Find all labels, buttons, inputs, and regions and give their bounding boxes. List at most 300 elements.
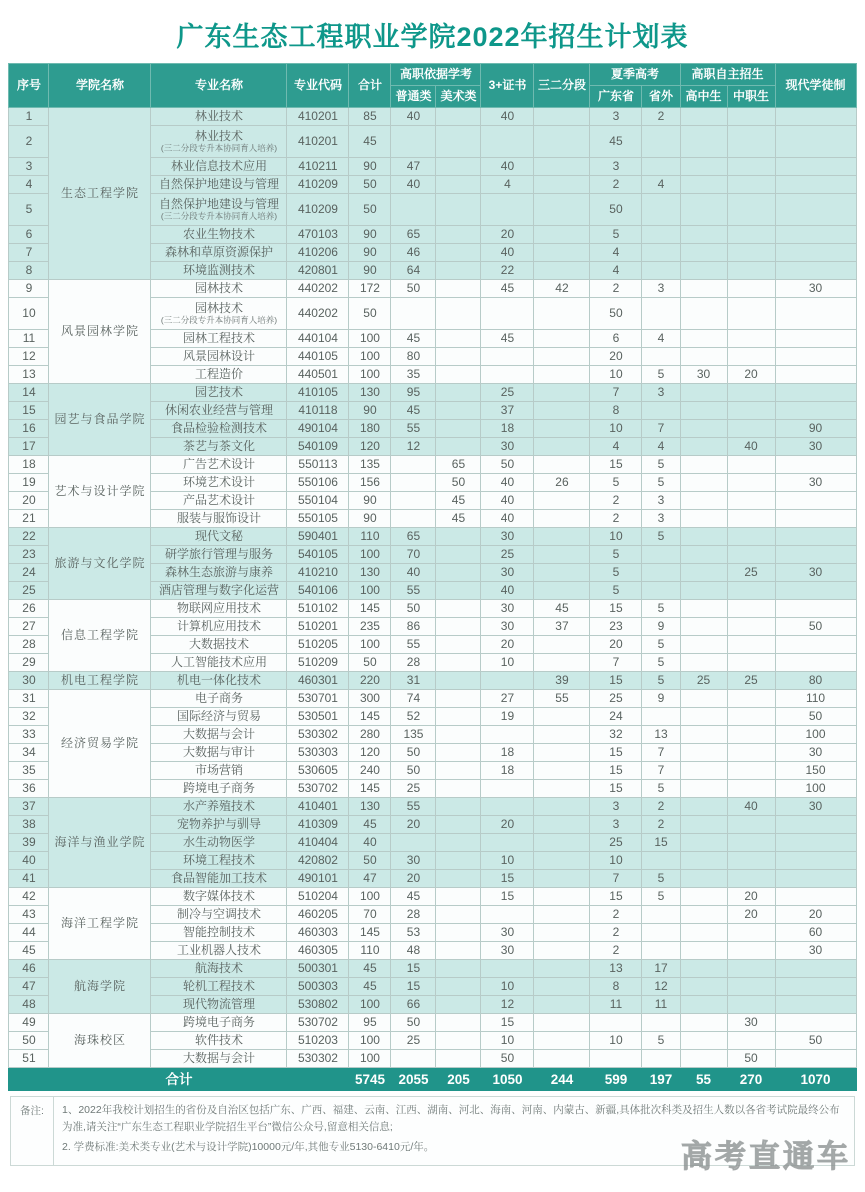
- cell-plan-value: [775, 158, 856, 176]
- major-name-text: 园林技术: [194, 301, 243, 316]
- major-name-text: 园艺技术: [194, 384, 243, 399]
- cell-plan-value: 145: [349, 780, 391, 798]
- cell-major-name: [151, 744, 287, 762]
- cell-plan-value: 120: [349, 438, 391, 456]
- cell-seq: 4: [9, 176, 49, 194]
- cell-major-code: 550105: [287, 510, 349, 528]
- page-title: 广东生态工程职业学院2022年招生计划表: [176, 22, 689, 52]
- cell-major-name: [151, 528, 287, 546]
- cell-major-code: 530702: [287, 780, 349, 798]
- cell-plan-value: [534, 1050, 590, 1068]
- major-name-text: 航海技术: [194, 960, 243, 975]
- cell-seq: 28: [9, 636, 49, 654]
- major-name-text: 大数据与会计: [182, 1050, 255, 1065]
- cell-major-code: 410209: [287, 194, 349, 226]
- cell-plan-value: 135: [349, 456, 391, 474]
- cell-plan-value: [481, 906, 534, 924]
- cell-plan-value: 5: [590, 564, 642, 582]
- cell-plan-value: [680, 942, 727, 960]
- cell-plan-value: 2: [590, 280, 642, 298]
- cell-plan-value: 50: [775, 1032, 856, 1050]
- cell-plan-value: [727, 456, 775, 474]
- cell-plan-value: [534, 726, 590, 744]
- cell-college: 艺术与设计学院: [49, 456, 151, 528]
- cell-major-code: 470103: [287, 226, 349, 244]
- cell-major-name: [151, 108, 287, 126]
- major-name-text: 林业技术: [194, 108, 243, 123]
- cell-seq: 14: [9, 384, 49, 402]
- cell-plan-value: [534, 942, 590, 960]
- cell-plan-value: [775, 262, 856, 280]
- col-header-college: 学院名称: [49, 64, 151, 108]
- cell-plan-value: 55: [391, 582, 436, 600]
- cell-plan-value: [642, 226, 680, 244]
- cell-seq: 23: [9, 546, 49, 564]
- cell-plan-value: [436, 1050, 481, 1068]
- cell-plan-value: [436, 176, 481, 194]
- major-name-text: 软件技术: [194, 1032, 243, 1047]
- cell-plan-value: 18: [481, 762, 534, 780]
- cell-plan-value: [436, 798, 481, 816]
- cell-plan-value: [727, 762, 775, 780]
- major-name-text: 智能控制技术: [182, 924, 255, 939]
- cell-plan-value: 30: [680, 366, 727, 384]
- cell-major-code: 530605: [287, 762, 349, 780]
- cell-plan-value: 7: [590, 654, 642, 672]
- cell-plan-value: [642, 852, 680, 870]
- cell-plan-value: 100: [775, 726, 856, 744]
- cell-major-code: 460205: [287, 906, 349, 924]
- cell-plan-value: [680, 298, 727, 330]
- cell-plan-value: 30: [481, 600, 534, 618]
- cell-plan-value: [436, 582, 481, 600]
- cell-plan-value: [680, 798, 727, 816]
- cell-plan-value: 10: [481, 978, 534, 996]
- cell-plan-value: 30: [775, 942, 856, 960]
- cell-plan-value: [727, 708, 775, 726]
- cell-plan-value: [642, 924, 680, 942]
- cell-plan-value: 40: [391, 564, 436, 582]
- cell-plan-value: 156: [349, 474, 391, 492]
- cell-plan-value: 12: [391, 438, 436, 456]
- cell-plan-value: 28: [391, 654, 436, 672]
- cell-plan-value: [391, 492, 436, 510]
- cell-plan-value: [727, 816, 775, 834]
- cell-plan-value: 100: [349, 582, 391, 600]
- major-name-text: 大数据与审计: [182, 744, 255, 759]
- cell-plan-value: [680, 654, 727, 672]
- cell-plan-value: [680, 492, 727, 510]
- major-name-text: 服装与服饰设计: [176, 510, 261, 525]
- cell-major-name: [151, 1032, 287, 1050]
- major-name-text: 大数据技术: [188, 636, 249, 651]
- col-header-gaokao-group: 高职依据学考: [391, 64, 481, 86]
- cell-plan-value: [775, 348, 856, 366]
- cell-plan-value: 40: [391, 108, 436, 126]
- cell-plan-value: [680, 438, 727, 456]
- cell-plan-value: [534, 244, 590, 262]
- cell-plan-value: [436, 366, 481, 384]
- cell-college: 旅游与文化学院: [49, 528, 151, 600]
- cell-major-code: 420801: [287, 262, 349, 280]
- cell-plan-value: [680, 780, 727, 798]
- cell-plan-value: [775, 816, 856, 834]
- cell-college: 海洋与渔业学院: [49, 798, 151, 888]
- cell-plan-value: 45: [391, 402, 436, 420]
- cell-plan-value: 7: [642, 762, 680, 780]
- cell-plan-value: 50: [481, 1050, 534, 1068]
- cell-plan-value: [534, 108, 590, 126]
- major-name-text: 产品艺术设计: [182, 492, 255, 507]
- cell-plan-value: 35: [391, 366, 436, 384]
- cell-seq: 9: [9, 280, 49, 298]
- cell-plan-value: 55: [391, 798, 436, 816]
- cell-plan-value: [436, 298, 481, 330]
- cell-plan-value: 180: [349, 420, 391, 438]
- cell-plan-value: [727, 924, 775, 942]
- cell-plan-value: 4: [481, 176, 534, 194]
- cell-plan-value: [642, 564, 680, 582]
- major-name-text: 人工智能技术应用: [170, 654, 267, 669]
- cell-plan-value: 10: [481, 1032, 534, 1050]
- cell-plan-value: [534, 744, 590, 762]
- cell-plan-value: [436, 852, 481, 870]
- major-row: [9, 280, 856, 298]
- cell-plan-value: 3: [590, 158, 642, 176]
- major-name-text: 食品智能加工技术: [170, 870, 267, 885]
- cell-plan-value: [436, 402, 481, 420]
- cell-college: 海珠校区: [49, 1014, 151, 1068]
- cell-major-name: [151, 564, 287, 582]
- cell-plan-value: 15: [590, 744, 642, 762]
- cell-major-name: [151, 834, 287, 852]
- cell-plan-value: [775, 510, 856, 528]
- cell-plan-value: [436, 960, 481, 978]
- cell-major-name: [151, 996, 287, 1014]
- cell-plan-value: [436, 280, 481, 298]
- major-name-text: 制冷与空调技术: [176, 906, 261, 921]
- cell-plan-value: 11: [642, 996, 680, 1014]
- cell-plan-value: [534, 654, 590, 672]
- cell-plan-value: 90: [349, 158, 391, 176]
- cell-plan-value: [680, 726, 727, 744]
- cell-plan-value: [642, 244, 680, 262]
- cell-major-name: [151, 384, 287, 402]
- cell-plan-value: 30: [775, 744, 856, 762]
- cell-plan-value: [534, 798, 590, 816]
- cell-plan-value: 50: [775, 708, 856, 726]
- cell-plan-value: 30: [481, 618, 534, 636]
- cell-plan-value: 47: [391, 158, 436, 176]
- plan-table-body: [9, 108, 856, 1091]
- cell-plan-value: 30: [775, 798, 856, 816]
- cell-plan-value: [534, 402, 590, 420]
- cell-major-code: 530501: [287, 708, 349, 726]
- cell-seq: 50: [9, 1032, 49, 1050]
- cell-plan-value: [534, 546, 590, 564]
- cell-major-name: [151, 762, 287, 780]
- cell-plan-value: 40: [481, 474, 534, 492]
- cell-plan-value: [680, 226, 727, 244]
- cell-plan-value: 2: [590, 906, 642, 924]
- major-name-text: 国际经济与贸易: [176, 708, 261, 723]
- cell-major-code: 410118: [287, 402, 349, 420]
- cell-major-code: 410404: [287, 834, 349, 852]
- cell-plan-value: 90: [349, 402, 391, 420]
- cell-seq: 6: [9, 226, 49, 244]
- col-header-code: 专业代码: [287, 64, 349, 108]
- col-header-sanerfenduan: 三二分段: [534, 64, 590, 108]
- cell-plan-value: 70: [349, 906, 391, 924]
- cell-seq: 40: [9, 852, 49, 870]
- cell-plan-value: 90: [349, 244, 391, 262]
- major-row: [9, 384, 856, 402]
- cell-plan-value: [481, 348, 534, 366]
- cell-plan-value: [391, 1050, 436, 1068]
- cell-seq: 47: [9, 978, 49, 996]
- cell-plan-value: [436, 690, 481, 708]
- cell-plan-value: 4: [642, 330, 680, 348]
- cell-plan-value: [680, 906, 727, 924]
- cell-plan-value: 2: [590, 510, 642, 528]
- cell-plan-value: [534, 384, 590, 402]
- cell-plan-value: [727, 1032, 775, 1050]
- cell-plan-value: [534, 780, 590, 798]
- cell-plan-value: 5: [590, 474, 642, 492]
- cell-plan-value: [534, 298, 590, 330]
- cell-plan-value: 30: [481, 564, 534, 582]
- cell-seq: 42: [9, 888, 49, 906]
- cell-plan-value: 2: [642, 798, 680, 816]
- cell-major-name: [151, 420, 287, 438]
- cell-major-name: [151, 906, 287, 924]
- cell-plan-value: [534, 176, 590, 194]
- cell-major-name: [151, 798, 287, 816]
- cell-plan-value: [680, 510, 727, 528]
- cell-major-name: [151, 600, 287, 618]
- cell-plan-value: [680, 126, 727, 158]
- cell-plan-value: [642, 906, 680, 924]
- cell-seq: 7: [9, 244, 49, 262]
- cell-plan-value: [727, 510, 775, 528]
- cell-plan-value: [534, 960, 590, 978]
- cell-plan-value: 15: [391, 960, 436, 978]
- cell-major-name: [151, 474, 287, 492]
- cell-major-name: [151, 402, 287, 420]
- major-row: [9, 456, 856, 474]
- cell-plan-value: 74: [391, 690, 436, 708]
- cell-plan-value: 3: [590, 798, 642, 816]
- cell-plan-value: 9: [642, 690, 680, 708]
- major-row: [9, 108, 856, 126]
- cell-major-name: [151, 780, 287, 798]
- cell-plan-value: 30: [775, 280, 856, 298]
- cell-plan-value: [642, 1014, 680, 1032]
- cell-plan-value: [775, 244, 856, 262]
- cell-plan-value: [534, 420, 590, 438]
- cell-plan-value: 8: [590, 978, 642, 996]
- cell-plan-value: [436, 672, 481, 690]
- cell-seq: 26: [9, 600, 49, 618]
- cell-major-name: [151, 960, 287, 978]
- cell-plan-value: 15: [481, 1014, 534, 1032]
- cell-plan-value: 65: [391, 528, 436, 546]
- cell-seq: 51: [9, 1050, 49, 1068]
- cell-seq: 11: [9, 330, 49, 348]
- cell-plan-value: 37: [481, 402, 534, 420]
- cell-plan-value: [727, 978, 775, 996]
- cell-plan-value: [534, 330, 590, 348]
- cell-plan-value: [775, 528, 856, 546]
- cell-plan-value: [436, 996, 481, 1014]
- cell-plan-value: [590, 1050, 642, 1068]
- cell-plan-value: 100: [349, 1032, 391, 1050]
- cell-plan-value: 65: [436, 456, 481, 474]
- cell-seq: 1: [9, 108, 49, 126]
- major-name-text: 轮机工程技术: [182, 978, 255, 993]
- cell-plan-value: 80: [391, 348, 436, 366]
- cell-plan-value: [642, 582, 680, 600]
- cell-plan-value: 25: [590, 834, 642, 852]
- cell-plan-value: 3: [590, 108, 642, 126]
- cell-seq: 15: [9, 402, 49, 420]
- cell-plan-value: [436, 618, 481, 636]
- cell-plan-value: [534, 348, 590, 366]
- cell-plan-value: 31: [391, 672, 436, 690]
- cell-plan-value: 12: [481, 996, 534, 1014]
- cell-plan-value: [436, 158, 481, 176]
- cell-plan-value: 30: [481, 942, 534, 960]
- cell-plan-value: [534, 158, 590, 176]
- cell-plan-value: [775, 226, 856, 244]
- cell-plan-value: 2: [590, 924, 642, 942]
- cell-plan-value: [642, 298, 680, 330]
- cell-major-code: 410211: [287, 158, 349, 176]
- cell-plan-value: [680, 158, 727, 176]
- cell-plan-value: [775, 1014, 856, 1032]
- cell-plan-value: [727, 226, 775, 244]
- cell-plan-value: 20: [481, 816, 534, 834]
- cell-plan-value: [727, 582, 775, 600]
- cell-plan-value: 45: [349, 816, 391, 834]
- cell-plan-value: 19: [481, 708, 534, 726]
- cell-seq: 10: [9, 298, 49, 330]
- cell-plan-value: [680, 834, 727, 852]
- cell-major-name: [151, 456, 287, 474]
- cell-plan-value: [436, 330, 481, 348]
- cell-major-code: 440202: [287, 280, 349, 298]
- cell-plan-value: 4: [590, 438, 642, 456]
- cell-plan-value: [436, 870, 481, 888]
- cell-plan-value: [534, 510, 590, 528]
- cell-plan-value: 11: [590, 996, 642, 1014]
- cell-plan-value: 50: [349, 194, 391, 226]
- cell-college: 机电工程学院: [49, 672, 151, 690]
- cell-plan-value: [481, 780, 534, 798]
- total-value: 5745: [349, 1068, 391, 1091]
- cell-plan-value: 240: [349, 762, 391, 780]
- cell-plan-value: [680, 636, 727, 654]
- cell-plan-value: 50: [481, 456, 534, 474]
- cell-plan-value: [680, 528, 727, 546]
- major-name-text: 物联网应用技术: [176, 600, 261, 615]
- table-header: [9, 64, 856, 108]
- cell-plan-value: [775, 108, 856, 126]
- cell-plan-value: [727, 654, 775, 672]
- cell-plan-value: [727, 402, 775, 420]
- cell-major-code: 510201: [287, 618, 349, 636]
- cell-plan-value: [436, 126, 481, 158]
- cell-plan-value: [680, 474, 727, 492]
- cell-major-name: [151, 1014, 287, 1032]
- cell-plan-value: 110: [775, 690, 856, 708]
- cell-plan-value: [775, 600, 856, 618]
- cell-plan-value: [534, 834, 590, 852]
- cell-plan-value: [534, 924, 590, 942]
- cell-major-name: [151, 870, 287, 888]
- col-header-meishu: 美术类: [436, 86, 481, 108]
- cell-plan-value: 2: [590, 176, 642, 194]
- cell-major-code: 410201: [287, 108, 349, 126]
- major-name-text: 园林工程技术: [182, 330, 255, 345]
- cell-plan-value: [481, 126, 534, 158]
- cell-plan-value: [680, 564, 727, 582]
- cell-plan-value: [436, 528, 481, 546]
- cell-plan-value: [534, 456, 590, 474]
- cell-plan-value: [775, 978, 856, 996]
- cell-major-code: 500301: [287, 960, 349, 978]
- cell-seq: 39: [9, 834, 49, 852]
- cell-plan-value: 7: [642, 744, 680, 762]
- cell-plan-value: 45: [534, 600, 590, 618]
- cell-plan-value: [775, 960, 856, 978]
- cell-plan-value: [727, 726, 775, 744]
- cell-plan-value: 3: [590, 816, 642, 834]
- cell-seq: 13: [9, 366, 49, 384]
- major-name-text: 电子商务: [194, 690, 243, 705]
- cell-plan-value: 50: [391, 600, 436, 618]
- major-name-text: 机电一体化技术: [176, 672, 261, 687]
- cell-plan-value: [680, 924, 727, 942]
- cell-plan-value: 40: [481, 158, 534, 176]
- cell-plan-value: [534, 888, 590, 906]
- cell-plan-value: 150: [775, 762, 856, 780]
- cell-major-code: 440202: [287, 298, 349, 330]
- cell-plan-value: [436, 888, 481, 906]
- cell-seq: 34: [9, 744, 49, 762]
- cell-plan-value: [481, 726, 534, 744]
- cell-seq: 8: [9, 262, 49, 280]
- cell-plan-value: [775, 996, 856, 1014]
- cell-major-name: [151, 546, 287, 564]
- footnotes-label: 备注:: [11, 1097, 54, 1165]
- cell-plan-value: 50: [391, 744, 436, 762]
- cell-major-name: [151, 618, 287, 636]
- cell-plan-value: 220: [349, 672, 391, 690]
- major-name-text: 林业技术: [194, 129, 243, 144]
- cell-plan-value: 55: [534, 690, 590, 708]
- cell-plan-value: 20: [391, 870, 436, 888]
- cell-seq: 48: [9, 996, 49, 1014]
- cell-plan-value: [590, 1014, 642, 1032]
- cell-plan-value: [436, 978, 481, 996]
- cell-plan-value: [436, 762, 481, 780]
- cell-major-code: 550113: [287, 456, 349, 474]
- cell-plan-value: [481, 672, 534, 690]
- cell-plan-value: [680, 744, 727, 762]
- cell-plan-value: 17: [642, 960, 680, 978]
- cell-plan-value: 100: [349, 1050, 391, 1068]
